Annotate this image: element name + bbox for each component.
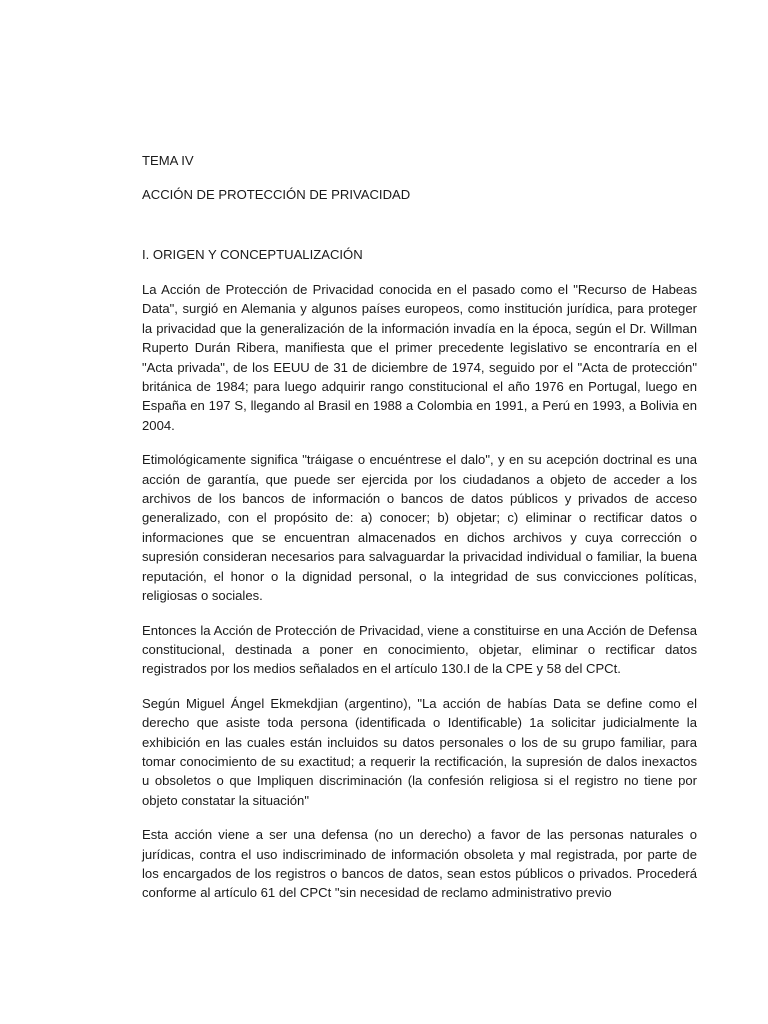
paragraph-etimologia: Etimológicamente significa "tráigase o encuéntrese el dalo", y en su acepción doctrinal es una acción de garantía, que puede ser ejercida por los ciudadanos a objeto de acceder a los archivos de los bancos de información o bancos de datos públicos y privados de acceso generalizado, con el propósito de: a) conocer; b) objetar; c) eliminar o rectificar datos o informaciones que se encuentran almacenados en dichos archivos y cuya corrección o supresión consideran necesarios para salvaguardar la privacidad individual o familiar, la buena reputación, el honor o la dignidad personal, o la integridad de sus convicciones políticas, religiosas o sociales. [142,452,697,604]
paragraph-accion-defensa: Entonces la Acción de Protección de Privacidad, viene a constituirse en una Acción de Defensa constitucional, destinada a poner en conocimiento, objetar, eliminar o rectificar datos registrados por los medios señalados en el artículo 130.I de la CPE y 58 del CPCt. [142,622,697,677]
document-title: ACCIÓN DE PROTECCIÓN DE PRIVACIDAD [142,187,411,202]
paragraph-ekmekdjian: Según Miguel Ángel Ekmekdjian (argentino), "La acción de habías Data se define como el derecho que asiste toda persona (identificada o Identificable) 1a solicitar judicialmente la exhibición en las cuales están incluidos su datos personales o los de su grupo familiar, para tomar conocimiento de su exactitud; a requerir la rectificación, la supresión de dalos inexactos u obsoletos o que Impliquen discriminación (la confesión religiosa si el registro no tiene por objeto constatar la situación" [142,695,697,808]
paragraph-origen: La Acción de Protección de Privacidad conocida en el pasado como el "Recurso de Habeas Data", surgió en Alemania y algunos países europeos, como institución jurídica, para proteger la privacidad que la generalización de la información invadía en la época, según el Dr. Willman Ruperto Durán Ribera, manifiesta que el primer precedente legislativo se encontraría en el "Acta privada", de los EEUU de 31 de diciembre de 1974, seguido por el "Acta de protección" británica de 1984; para luego adquirir rango constitucional el año 1976 en Portugal, luego en España en 197 S, llegando al Brasil en 1988 a Colombia en 1991, a Perú en 1993, a Bolivia en 2004. [142,282,697,433]
tema-heading: TEMA IV [142,153,194,168]
paragraph-defensa: Esta acción viene a ser una defensa (no un derecho) a favor de las personas naturales o jurídicas, contra el uso indiscriminado de información obsoleta y mal registrada, por parte de los encargados de los registros o bancos de datos, sean estos públicos o privados. Procederá conforme al artículo 61 del CPCt "sin necesidad de reclamo administrativo previo [142,827,697,901]
document-page [142,151,697,903]
section-heading: I. ORIGEN Y CONCEPTUALIZACIÓN [142,247,363,262]
